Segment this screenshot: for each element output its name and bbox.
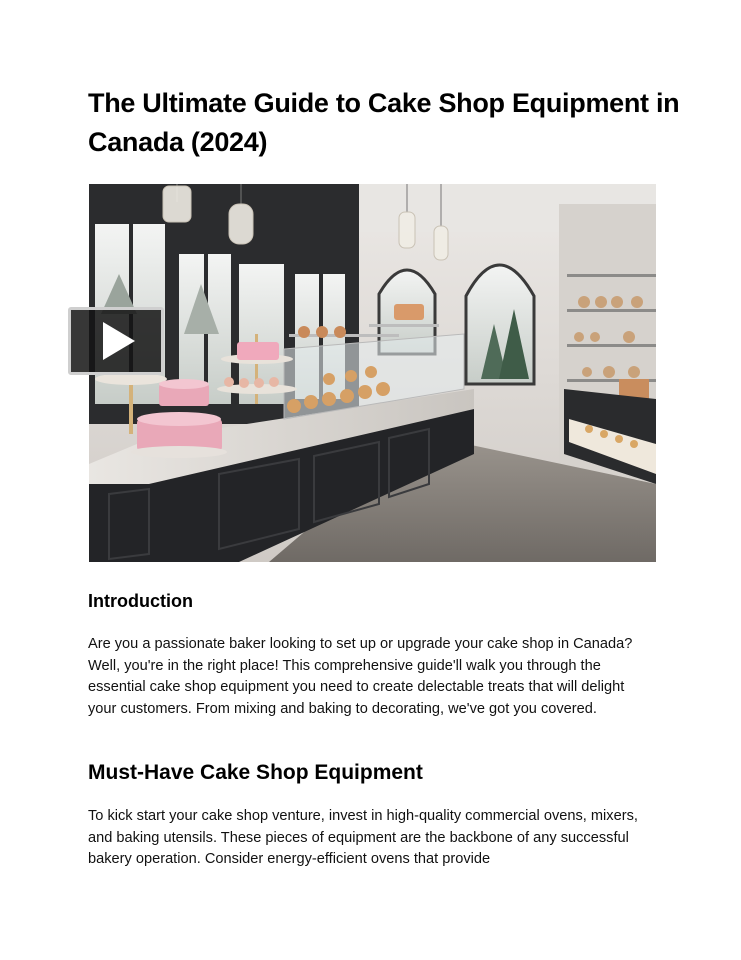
section-heading-introduction: Introduction — [88, 591, 193, 611]
page-title: The Ultimate Guide to Cake Shop Equipment in Canada (2024) — [88, 88, 680, 157]
introduction-paragraph: Are you a passionate baker looking to set up or upgrade your cake shop in Canada? Well, you're in the right place! This comprehensive guide'll walk you through the essential cake shop equipment you need to create delectable treats that will delight your customers. From mixing and baking to decorating, we've got you covered. — [88, 636, 633, 717]
hero-image — [89, 184, 656, 562]
cake-shop-illustration — [89, 184, 656, 562]
section-heading-equipment: Must-Have Cake Shop Equipment — [88, 761, 423, 784]
equipment-paragraph: To kick start your cake shop venture, invest in high-quality commercial ovens, mixers, and baking utensils. These pieces of equipment are the backbone of any successful bakery operation. Consider energy-efficient ovens that provide — [88, 808, 638, 868]
video-play-button[interactable] — [68, 307, 164, 375]
play-icon — [71, 310, 161, 372]
